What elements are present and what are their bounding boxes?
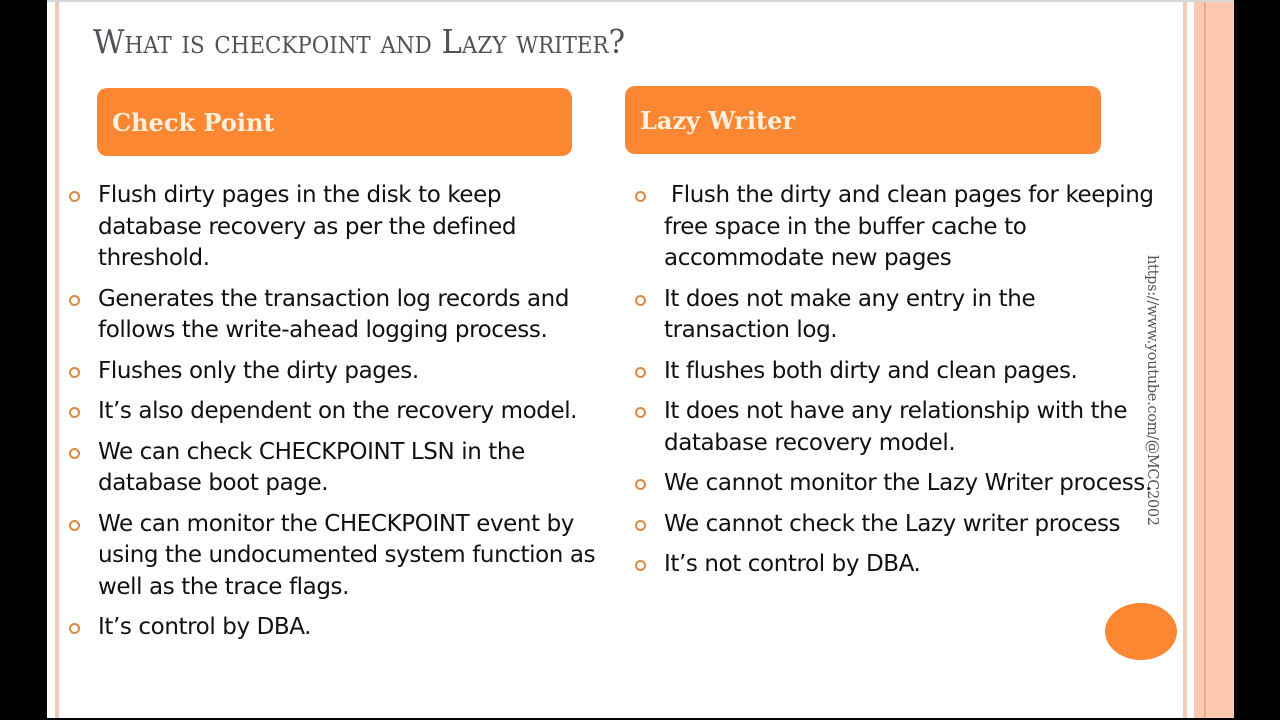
circle-bullet-icon (635, 191, 646, 202)
right-decorative-band-line (1204, 2, 1206, 718)
circle-bullet-icon (69, 191, 80, 202)
left-decorative-rule (55, 2, 59, 718)
list-item: We can monitor the CHECKPOINT event by using the undocumented system function as well as the trace flags. (69, 509, 609, 604)
list-item: It does not have any relationship with the database recovery model. (635, 396, 1155, 459)
checkpoint-bullet-list (69, 180, 609, 653)
circle-bullet-icon (635, 520, 646, 531)
lazy-writer-header (625, 86, 1101, 154)
circle-bullet-icon (69, 520, 80, 531)
slide-title: What is checkpoint and Lazy writer? (93, 22, 626, 61)
circle-bullet-icon (69, 448, 80, 459)
circle-bullet-icon (635, 407, 646, 418)
list-item: It does not make any entry in the transaction log. (635, 284, 1155, 347)
list-item: Flushes only the dirty pages. (69, 356, 609, 388)
circle-bullet-icon (635, 295, 646, 306)
circle-bullet-icon (69, 295, 80, 306)
list-item: Flush the dirty and clean pages for keeping free space in the buffer cache to accommodate new pages (635, 180, 1155, 275)
circle-bullet-icon (635, 479, 646, 490)
list-item: It flushes both dirty and clean pages. (635, 356, 1155, 388)
list-item: Generates the transaction log records and follows the write-ahead logging process. (69, 284, 609, 347)
list-item: Flush dirty pages in the disk to keep database recovery as per the defined threshold. (69, 180, 609, 275)
list-item: It’s not control by DBA. (635, 549, 1155, 581)
circle-bullet-icon (635, 560, 646, 571)
decorative-orange-circle (1105, 603, 1177, 660)
channel-url-text: https://www.youtube.com/@MCC2002 (1144, 255, 1160, 526)
lazy-writer-bullet-list (635, 180, 1161, 590)
right-decorative-band (1194, 2, 1234, 718)
list-item: It’s control by DBA. (69, 612, 609, 644)
list-item: We can check CHECKPOINT LSN in the database boot page. (69, 437, 609, 500)
circle-bullet-icon (635, 367, 646, 378)
lazy-writer-header-label: Lazy Writer (640, 105, 795, 135)
list-item: We cannot monitor the Lazy Writer process. (635, 468, 1155, 500)
circle-bullet-icon (69, 407, 80, 418)
checkpoint-header-label: Check Point (112, 107, 275, 137)
checkpoint-header (97, 88, 572, 156)
slide (47, 0, 1234, 718)
right-decorative-thin-rule (1183, 2, 1187, 718)
list-item: We cannot check the Lazy writer process (635, 509, 1155, 541)
circle-bullet-icon (69, 367, 80, 378)
list-item: It’s also dependent on the recovery model. (69, 396, 609, 428)
circle-bullet-icon (69, 623, 80, 634)
